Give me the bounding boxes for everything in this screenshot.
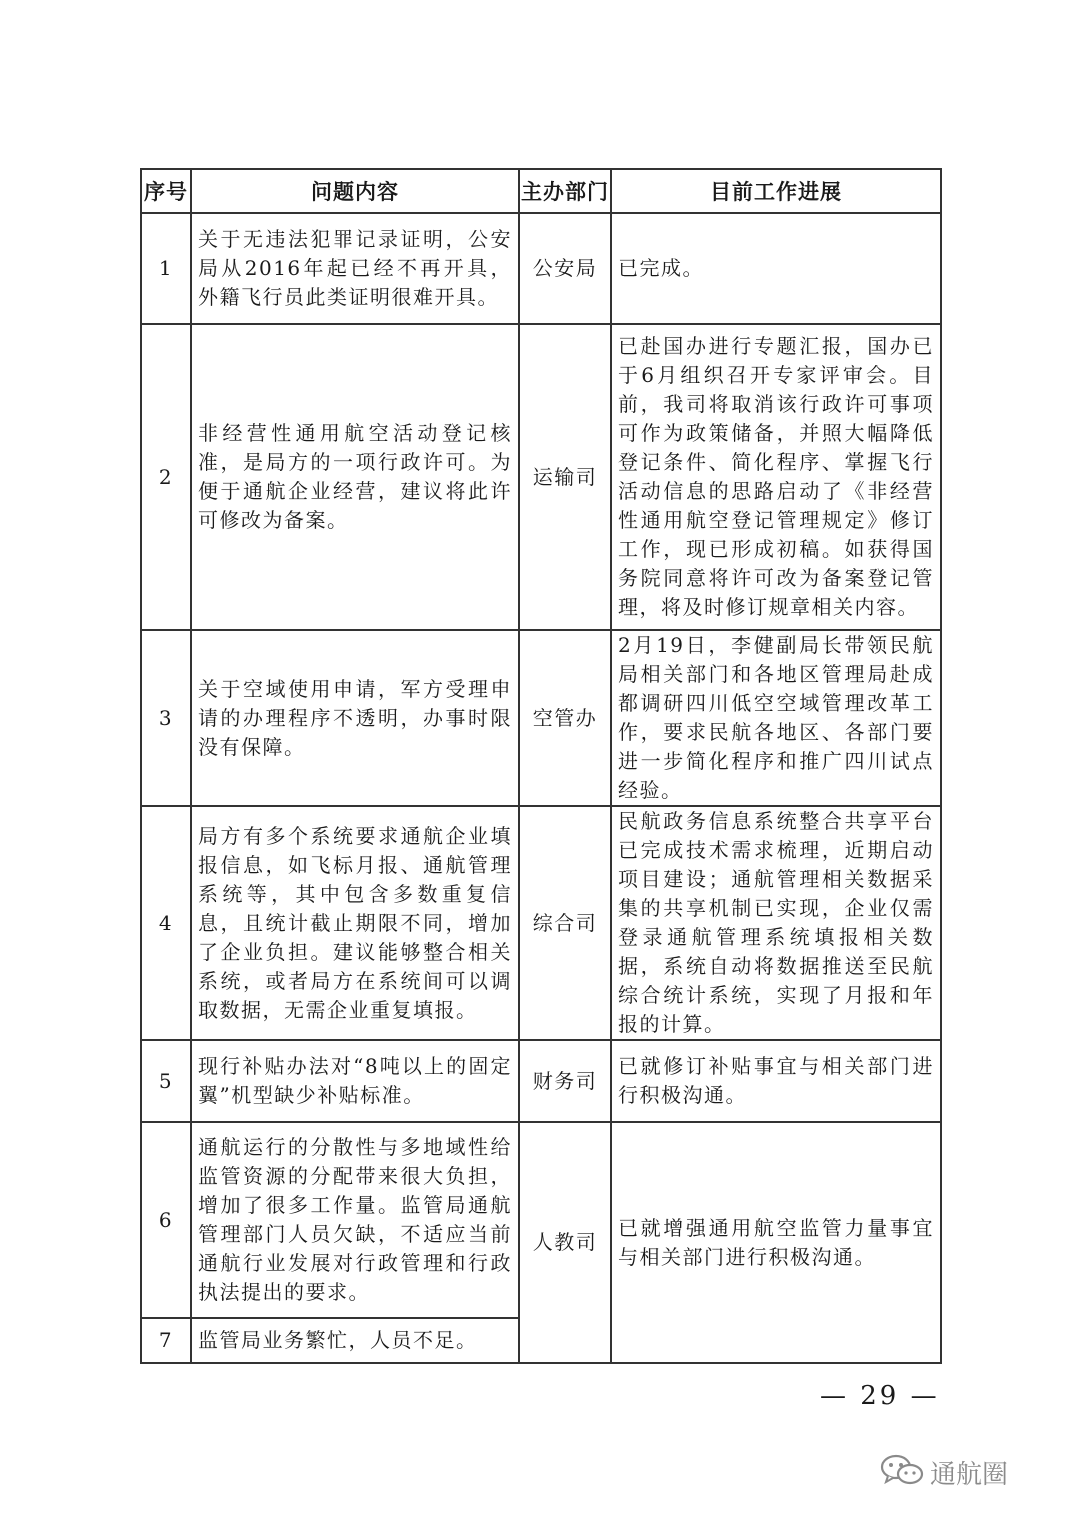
- row-progress: 民航政务信息系统整合共享平台已完成技术需求梳理，近期启动项目建设；通航管理相关数据采集的共享机制已实现，企业仅需登录通航管理系统填报相关数据，系统自动将数据推送至民航综合统计系统，实现了月报和年报的计算。: [611, 806, 941, 1040]
- row-seq: 4: [141, 806, 191, 1040]
- header-issue: 问题内容: [191, 169, 519, 213]
- row-issue: 现行补贴办法对“8吨以上的固定翼”机型缺少补贴标准。: [191, 1040, 519, 1122]
- row-dept: 财务司: [519, 1040, 611, 1122]
- header-progress: 目前工作进展: [611, 169, 941, 213]
- watermark-text: 通航圈: [930, 1459, 1009, 1490]
- row-issue: 监管局业务繁忙，人员不足。: [191, 1318, 519, 1363]
- row-progress: 已赴国办进行专题汇报，国办已于6月组织召开专家评审会。目前，我司将取消该行政许可事项可作为政策储备，并照大幅降低登记条件、简化程序、掌握飞行活动信息的思路启动了《非经营性通用航空登记管理规定》修订工作，现已形成初稿。如获得国务院同意将许可改为备案登记管理，将及时修订规章相关内容。: [611, 324, 941, 630]
- table-row: [141, 1040, 941, 1122]
- row-seq: 7: [141, 1318, 191, 1363]
- header-seq: 序号: [141, 169, 191, 213]
- table-row: [141, 806, 941, 1040]
- header-dept: 主办部门: [519, 169, 611, 213]
- table-row: [141, 1122, 941, 1318]
- row-dept: 公安局: [519, 213, 611, 324]
- table-header-row: [141, 169, 941, 213]
- row-issue: 局方有多个系统要求通航企业填报信息，如飞标月报、通航管理系统等，其中包含多数重复信息，且统计截止期限不同，增加了企业负担。建议能够整合相关系统，或者局方在系统间可以调取数据，无需企业重复填报。: [191, 806, 519, 1040]
- row-seq: 5: [141, 1040, 191, 1122]
- row-dept: 空管办: [519, 630, 611, 806]
- row-seq: 2: [141, 324, 191, 630]
- table-row: [141, 324, 941, 630]
- wechat-icon: [880, 1453, 924, 1491]
- row-issue: 关于无违法犯罪记录证明，公安局从2016年起已经不再开具，外籍飞行员此类证明很难开具。: [191, 213, 519, 324]
- row-seq: 6: [141, 1122, 191, 1318]
- row-seq: 3: [141, 630, 191, 806]
- row-progress: 已就修订补贴事宜与相关部门进行积极沟通。: [611, 1040, 941, 1122]
- watermark: [880, 1453, 1008, 1491]
- row-issue: 非经营性通用航空活动登记核准，是局方的一项行政许可。为便于通航企业经营，建议将此许可修改为备案。: [191, 324, 519, 630]
- table-row: [141, 630, 941, 806]
- row-issue: 通航运行的分散性与多地域性给监管资源的分配带来很大负担，增加了很多工作量。监管局通航管理部门人员欠缺，不适应当前通航行业发展对行政管理和行政执法提出的要求。: [191, 1122, 519, 1318]
- table-row: [141, 213, 941, 324]
- row-seq: 1: [141, 213, 191, 324]
- issues-table: [140, 168, 942, 1364]
- row-dept: 人教司: [519, 1122, 611, 1363]
- row-progress: 已完成。: [611, 213, 941, 324]
- row-dept: 综合司: [519, 806, 611, 1040]
- row-dept: 运输司: [519, 324, 611, 630]
- row-progress: 已就增强通用航空监管力量事宜与相关部门进行积极沟通。: [611, 1122, 941, 1363]
- row-progress: 2月19日，李健副局长带领民航局相关部门和各地区管理局赴成都调研四川低空空域管理改革工作，要求民航各地区、各部门要进一步简化程序和推广四川试点经验。: [611, 630, 941, 806]
- page-number: — 29 —: [820, 1381, 940, 1411]
- row-issue: 关于空域使用申请，军方受理申请的办理程序不透明，办事时限没有保障。: [191, 630, 519, 806]
